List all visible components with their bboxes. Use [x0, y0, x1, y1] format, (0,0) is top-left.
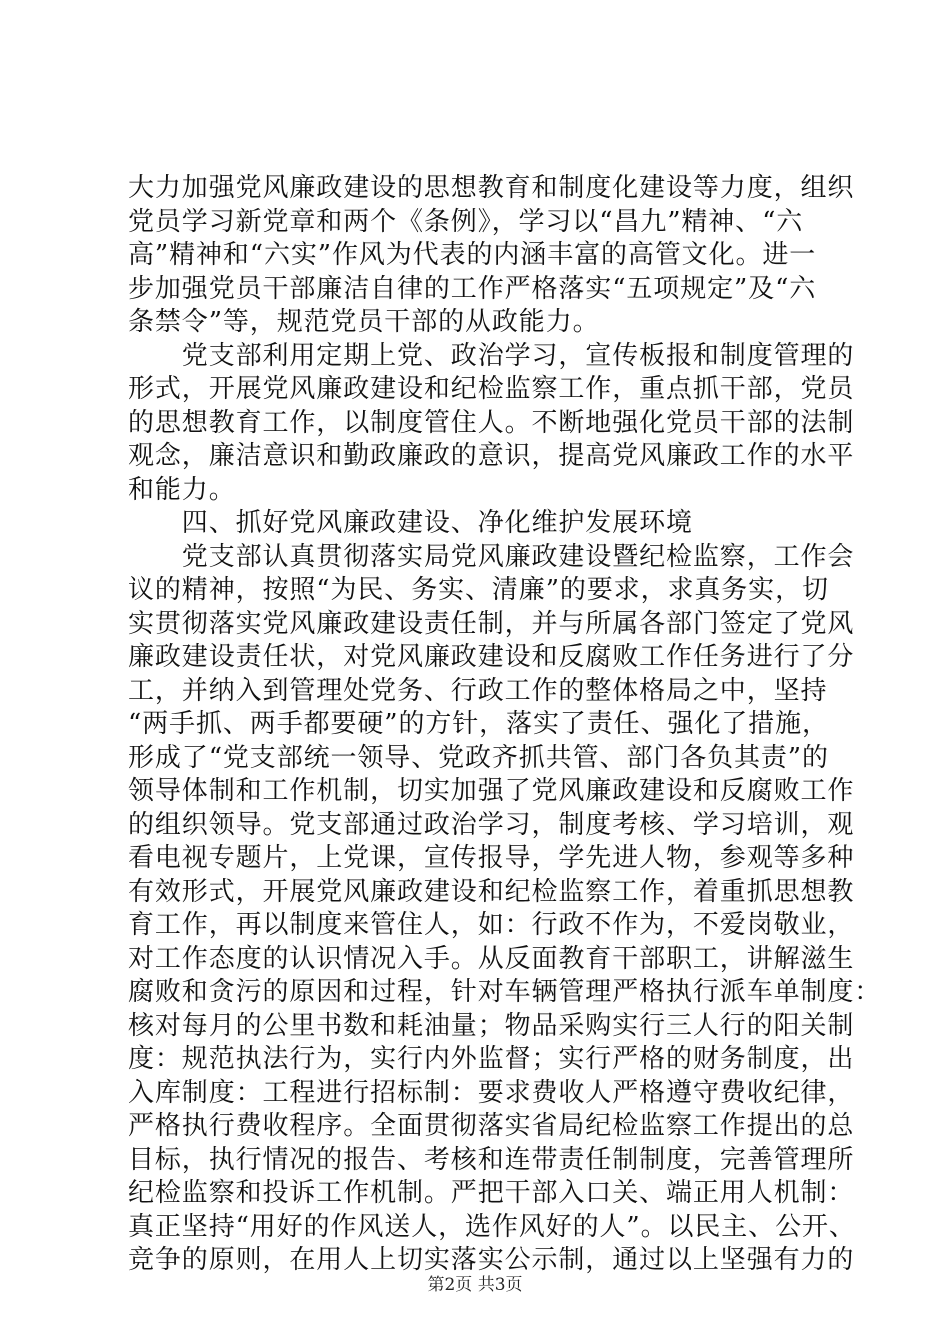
text-line: 党支部认真贯彻落实局党风廉政建设暨纪检监察，工作会: [128, 541, 855, 572]
text-line: 步加强党员干部廉洁自律的工作严格落实“五项规定”及“六: [128, 273, 817, 304]
text-line: 党支部利用定期上党、政治学习，宣传板报和制度管理的: [128, 340, 855, 371]
text-line: 有效形式，开展党风廉政建设和纪检监察工作，着重抓思想教: [128, 876, 855, 907]
text-line: 领导体制和工作机制，切实加强了党风廉政建设和反腐败工作: [128, 776, 855, 806]
text-line: 工，并纳入到管理处党务、行政工作的整体格局之中，坚持: [128, 675, 828, 706]
text-line: 议的精神，按照“为民、务实、清廉”的要求，求真务实，切: [128, 575, 829, 605]
document-body: [128, 172, 882, 1278]
text-line: 纪检监察和投诉工作机制。严把干部入口关、端正用人机制：: [128, 1178, 855, 1208]
text-line: 和能力。: [128, 474, 236, 505]
text-line: 入库制度：工程进行招标制：要求费收人严格遵守费收纪律，: [128, 1077, 855, 1108]
text-line: 目标，执行情况的报告、考核和连带责任制制度，完善管理所: [128, 1144, 855, 1175]
text-line: 核对每月的公里书数和耗油量；物品采购实行三人行的阳关制: [128, 1010, 855, 1041]
section-heading: 四、抓好党风廉政建设、净化维护发展环境: [128, 508, 693, 538]
text-line: 廉政建设责任状，对党风廉政建设和反腐败工作任务进行了分: [128, 642, 855, 672]
text-line: 观念，廉洁意识和勤政廉政的意识，提高党风廉政工作的水平: [128, 441, 855, 471]
text-line: 大力加强党风廉政建设的思想教育和制度化建设等力度，组织: [128, 173, 855, 203]
text-line: 高”精神和“六实”作风为代表的内涵丰富的高管文化。进一: [128, 240, 817, 270]
text-line: 党员学习新党章和两个《条例》，学习以“昌九”精神、“六: [128, 206, 804, 237]
text-line: 形式，开展党风廉政建设和纪检监察工作，重点抓干部，党员: [128, 374, 855, 404]
text-line: 的组织领导。党支部通过政治学习，制度考核、学习培训，观: [128, 809, 855, 840]
text-line: 形成了“党支部统一领导、党政齐抓共管、部门各负其责”的: [128, 742, 829, 773]
text-line: 真正坚持“用好的作风送人，选作风好的人”。以民主、公开、: [128, 1211, 856, 1242]
text-line: 腐败和贪污的原因和过程，针对车辆管理严格执行派车单制度：: [128, 977, 882, 1007]
text-line: 度：规范执法行为，实行内外监督；实行严格的财务制度，出: [128, 1044, 855, 1074]
text-line: 育工作，再以制度来管住人，如：行政不作为，不爱岗敬业，: [128, 910, 855, 940]
text-line: 对工作态度的认识情况入手。从反面教育干部职工，讲解滋生: [128, 943, 855, 974]
text-line: 看电视专题片，上党课，宣传报导，学先进人物，参观等多种: [128, 843, 855, 873]
text-line: 竞争的原则，在用人上切实落实公示制，通过以上坚强有力的: [128, 1245, 855, 1275]
page-number-footer: 第2页 共3页: [427, 1275, 523, 1295]
text-line: “两手抓、两手都要硬”的方针，落实了责任、强化了措施，: [128, 709, 829, 739]
text-line: 严格执行费收程序。全面贯彻落实省局纪检监察工作提出的总: [128, 1111, 855, 1141]
text-line: 实贯彻落实党风廉政建设责任制，并与所属各部门签定了党风: [128, 608, 855, 639]
text-line: 条禁令”等，规范党员干部的从政能力。: [128, 307, 600, 337]
text-line: 的思想教育工作，以制度管住人。不断地强化党员干部的法制: [128, 407, 855, 438]
